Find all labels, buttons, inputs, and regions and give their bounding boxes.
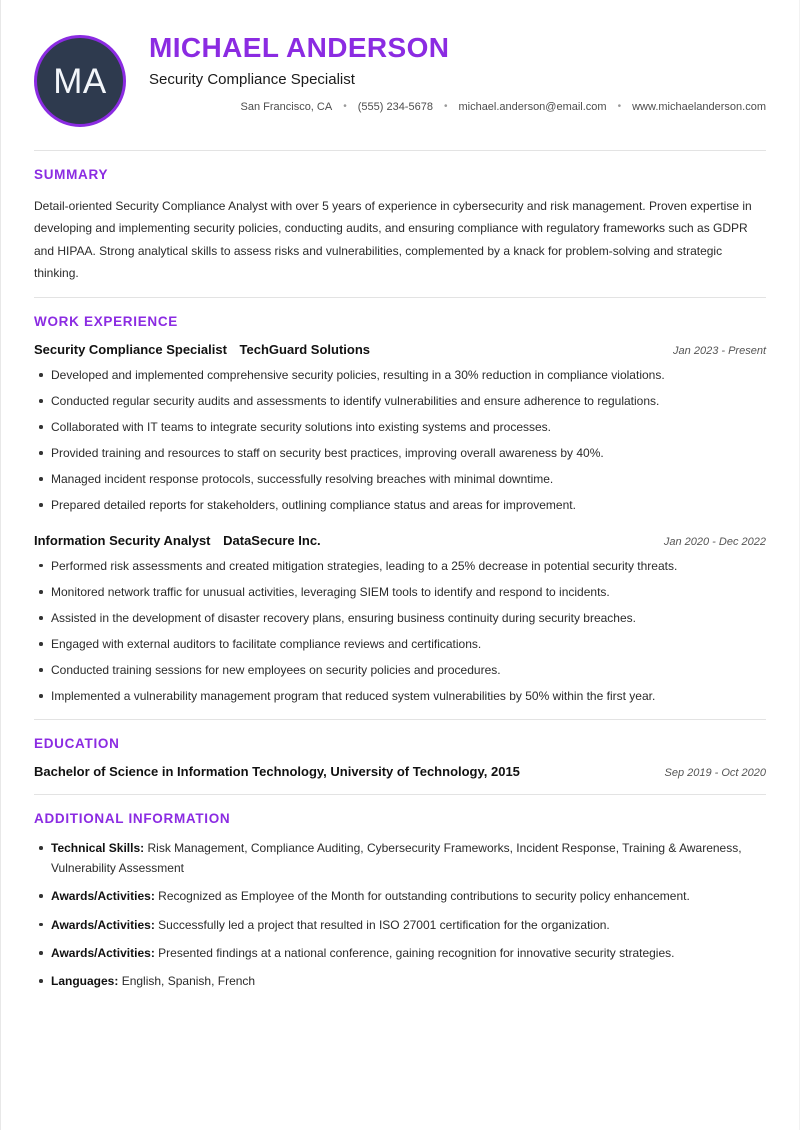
experience-company: DataSecure Inc. (223, 533, 321, 549)
section-additional-information (34, 794, 766, 992)
contact-location: San Francisco, CA (240, 100, 333, 113)
experience-entry-header (34, 533, 766, 550)
list-item: Engaged with external auditors to facilitate compliance reviews and certifications. (34, 635, 766, 654)
list-item: Collaborated with IT teams to integrate security solutions into existing systems and processes. (34, 418, 766, 437)
experience-bullet-list (34, 557, 766, 706)
resume-content (1, 0, 799, 992)
experience-heading (34, 533, 321, 550)
contact-website[interactable]: www.michaelanderson.com (632, 100, 766, 113)
list-item: Managed incident response protocols, successfully resolving breaches with minimal downtime. (34, 470, 766, 489)
education-entry (34, 764, 766, 781)
section-divider (34, 794, 766, 795)
info-label: Awards/Activities: (51, 946, 155, 961)
list-item (34, 887, 766, 906)
info-value: Risk Management, Compliance Auditing, Cybersecurity Frameworks, Incident Response, Training & Awareness, Vulnerability Assessment (51, 841, 742, 875)
experience-company: TechGuard Solutions (239, 342, 371, 358)
section-divider (34, 150, 766, 151)
education-dates: Sep 2019 - Oct 2020 (664, 767, 766, 780)
section-title-work-experience: WORK EXPERIENCE (34, 313, 179, 329)
list-item (34, 916, 766, 935)
experience-bullet-list (34, 366, 766, 515)
list-item (34, 839, 766, 878)
experience-dates: Jan 2023 - Present (673, 345, 766, 358)
avatar (34, 35, 126, 127)
info-label: Technical Skills: (51, 841, 145, 856)
experience-job-title: Information Security Analyst (34, 533, 211, 549)
section-work-experience (34, 297, 766, 706)
list-item: Performed risk assessments and created mitigation strategies, leading to a 25% decrease in potential security threats. (34, 557, 766, 576)
list-item: Conducted regular security audits and assessments to identify vulnerabilities and ensure adherence to regulations. (34, 392, 766, 411)
info-label: Awards/Activities: (51, 917, 155, 932)
list-item (34, 972, 766, 991)
summary-text: Detail-oriented Security Compliance Analyst with over 5 years of experience in cybersecurity and risk management. Proven expertise in developing and implementing security policies, conducting audits, and ensuring compliance with regulatory frameworks such as GDPR and HIPAA. Strong analytical skills to assess risks and vulnerabilities, complemented by a knack for problem-solving and strategic thinking. (34, 199, 752, 280)
experience-job-title: Security Compliance Specialist (34, 342, 227, 358)
section-title-education: EDUCATION (34, 736, 120, 752)
section-title-additional-information: ADDITIONAL INFORMATION (34, 811, 231, 827)
experience-entry-header (34, 342, 766, 359)
education-degree: Bachelor of Science in Information Technology, University of Technology, 2015 (34, 764, 520, 780)
list-item: Conducted training sessions for new employees on security policies and procedures. (34, 661, 766, 680)
section-divider (34, 719, 766, 720)
info-value: Successfully led a project that resulted in ISO 27001 certification for the organization. (158, 917, 610, 932)
experience-dates: Jan 2020 - Dec 2022 (663, 536, 766, 549)
contact-email[interactable]: michael.anderson@email.com (458, 100, 607, 113)
list-item: Developed and implemented comprehensive security policies, resulting in a 30% reduction in compliance violations. (34, 366, 766, 385)
section-divider (34, 297, 766, 298)
list-item: Provided training and resources to staff on security best practices, improving overall awareness by 40%. (34, 444, 766, 463)
contact-phone[interactable]: (555) 234-5678 (357, 100, 433, 113)
avatar-initials: MA (53, 61, 107, 101)
header-text-block (126, 30, 766, 115)
section-title-summary: SUMMARY (34, 167, 109, 182)
list-item: Monitored network traffic for unusual activities, leveraging SIEM tools to identify and respond to incidents. (34, 583, 766, 602)
experience-entry (34, 533, 766, 706)
experience-heading (34, 342, 370, 359)
contact-info (149, 100, 766, 115)
bullet-separator-icon: • (617, 101, 622, 113)
additional-info-list (34, 839, 766, 992)
info-label: Languages: (51, 974, 119, 989)
list-item: Prepared detailed reports for stakeholders, outlining compliance status and areas for improvement. (34, 496, 766, 515)
section-education (34, 719, 766, 781)
info-label: Awards/Activities: (51, 889, 155, 904)
bullet-separator-icon: • (343, 101, 347, 113)
page-title: MICHAEL ANDERSON (149, 32, 450, 63)
list-item (34, 944, 766, 963)
info-value: English, Spanish, French (121, 974, 256, 989)
headline: Security Compliance Specialist (149, 71, 355, 89)
bullet-separator-icon: • (443, 101, 448, 113)
list-item: Implemented a vulnerability management program that reduced system vulnerabilities by 50% within the first year. (34, 687, 766, 706)
experience-entry (34, 342, 766, 515)
section-summary (34, 150, 766, 284)
resume-header (34, 0, 766, 137)
list-item: Assisted in the development of disaster recovery plans, ensuring business continuity during security breaches. (34, 609, 766, 628)
info-value: Recognized as Employee of the Month for outstanding contributions to security policy enhancement. (158, 889, 690, 904)
info-value: Presented findings at a national conference, gaining recognition for innovative security strategies. (158, 946, 675, 961)
